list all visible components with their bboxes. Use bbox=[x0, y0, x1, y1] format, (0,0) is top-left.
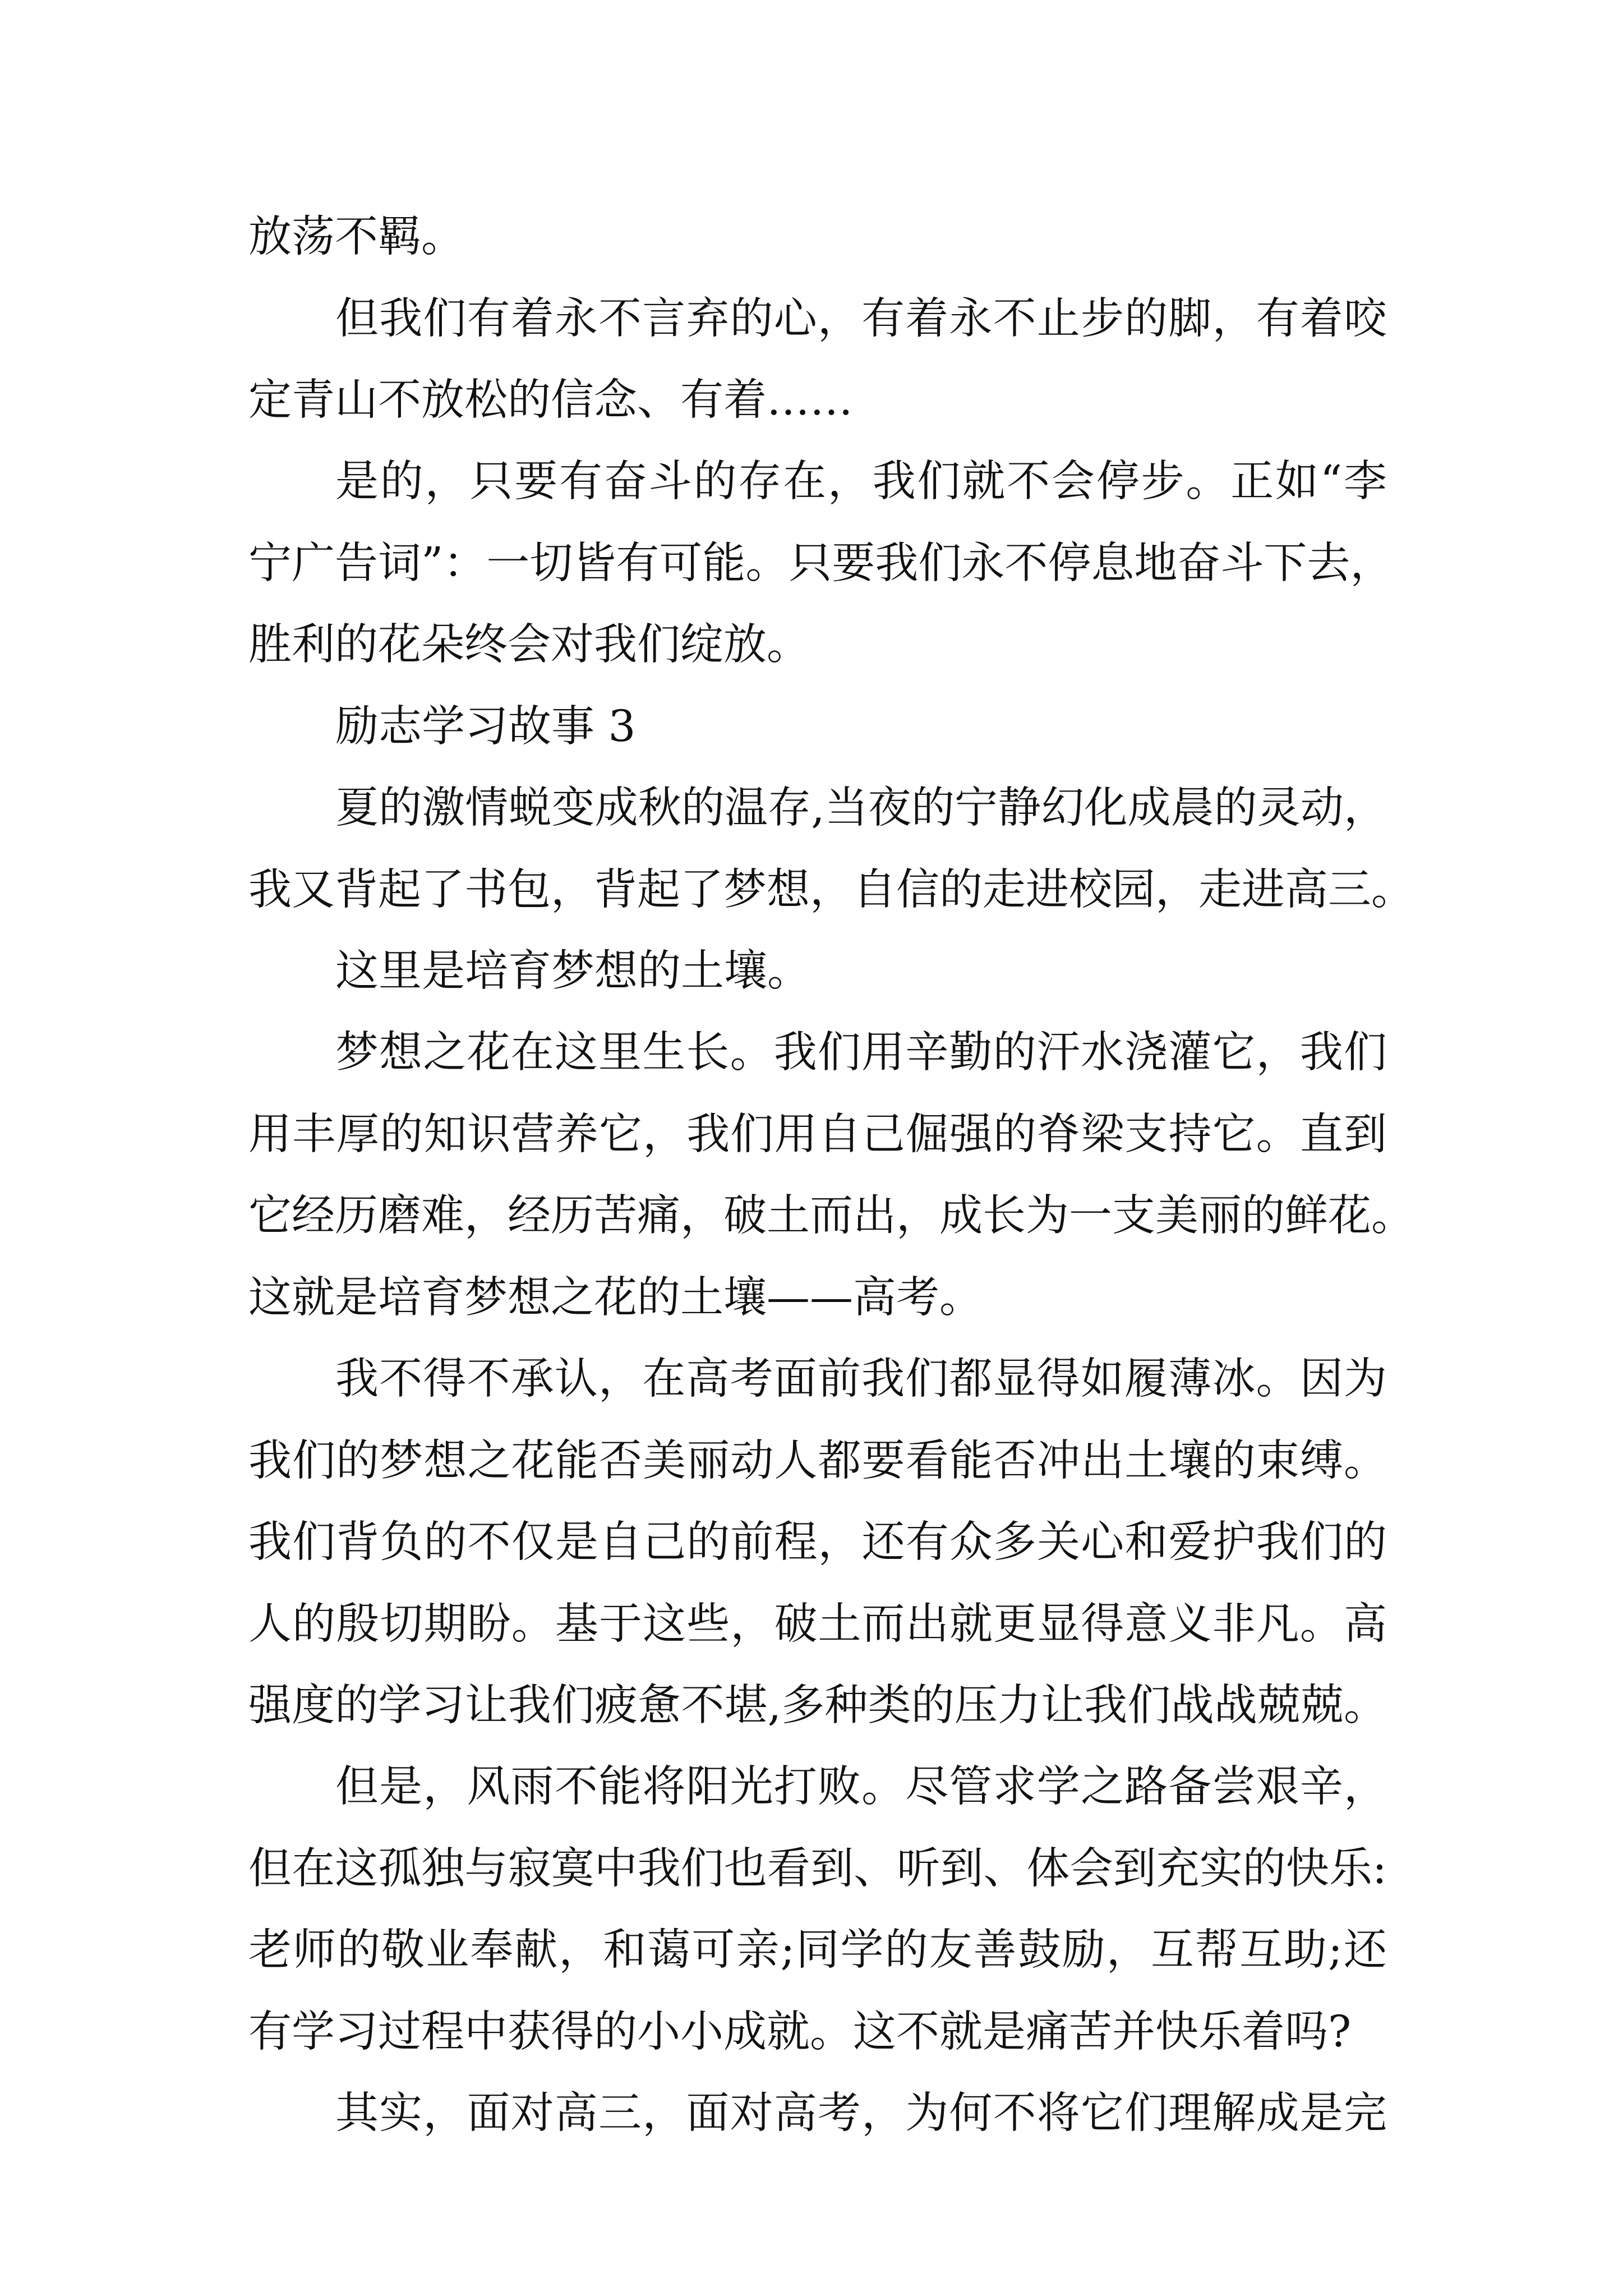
text-line: 这就是培育梦想之花的土壤——高考。 bbox=[248, 1273, 983, 1323]
text-line: 定青山不放松的信念、有着…… bbox=[248, 375, 853, 425]
text-line: 我们背负的不仅是自己的前程，还有众多关心和爱护我们的 bbox=[248, 1517, 1387, 1567]
text-line: 我又背起了书包，背起了梦想，自信的走进校园，走进高三。 bbox=[248, 865, 1414, 915]
text-line: 强度的学习让我们疲惫不堪,多种类的压力让我们战战兢兢。 bbox=[248, 1681, 1387, 1731]
text-line: 用丰厚的知识营养它，我们用自己倔强的脊梁支持它。直到 bbox=[248, 1110, 1387, 1159]
text-line: 是的，只要有奋斗的存在，我们就不会停步。正如“李 bbox=[335, 457, 1387, 507]
text-line: 但在这孤独与寂寞中我们也看到、听到、体会到充实的快乐: bbox=[248, 1844, 1387, 1894]
text-line: 但我们有着永不言弃的心，有着永不止步的脚，有着咬 bbox=[335, 294, 1387, 344]
section-heading: 励志学习故事 3 bbox=[335, 702, 636, 752]
text-line: 胜利的花朵终会对我们绽放。 bbox=[248, 620, 810, 670]
text-line: 放荡不羁。 bbox=[248, 212, 464, 262]
text-line: 梦想之花在这里生长。我们用辛勤的汗水浇灌它，我们 bbox=[335, 1028, 1387, 1078]
text-line: 它经历磨难，经历苦痛，破土而出，成长为一支美丽的鲜花。 bbox=[248, 1191, 1414, 1241]
text-line: 其实，面对高三，面对高考，为何不将它们理解成是完 bbox=[335, 2088, 1387, 2138]
text-line: 这里是培育梦想的土壤。 bbox=[335, 946, 810, 996]
text-line: 人的殷切期盼。基于这些，破土而出就更显得意义非凡。高 bbox=[248, 1599, 1387, 1649]
text-line: 宁广告词”：一切皆有可能。只要我们永不停息地奋斗下去， bbox=[248, 539, 1394, 588]
text-line: 夏的激情蜕变成秋的温存,当夜的宁静幻化成晨的灵动， bbox=[335, 783, 1387, 833]
text-line: 我不得不承认，在高考面前我们都显得如履薄冰。因为 bbox=[335, 1354, 1387, 1404]
text-line: 有学习过程中获得的小小成就。这不就是痛苦并快乐着吗? bbox=[248, 2007, 1352, 2057]
text-line: 我们的梦想之花能否美丽动人都要看能否冲出土壤的束缚。 bbox=[248, 1436, 1387, 1486]
text-line: 老师的敬业奉献，和蔼可亲;同学的友善鼓励，互帮互助;还 bbox=[248, 1925, 1387, 1975]
text-line: 但是，风雨不能将阳光打败。尽管求学之路备尝艰辛， bbox=[335, 1762, 1387, 1812]
